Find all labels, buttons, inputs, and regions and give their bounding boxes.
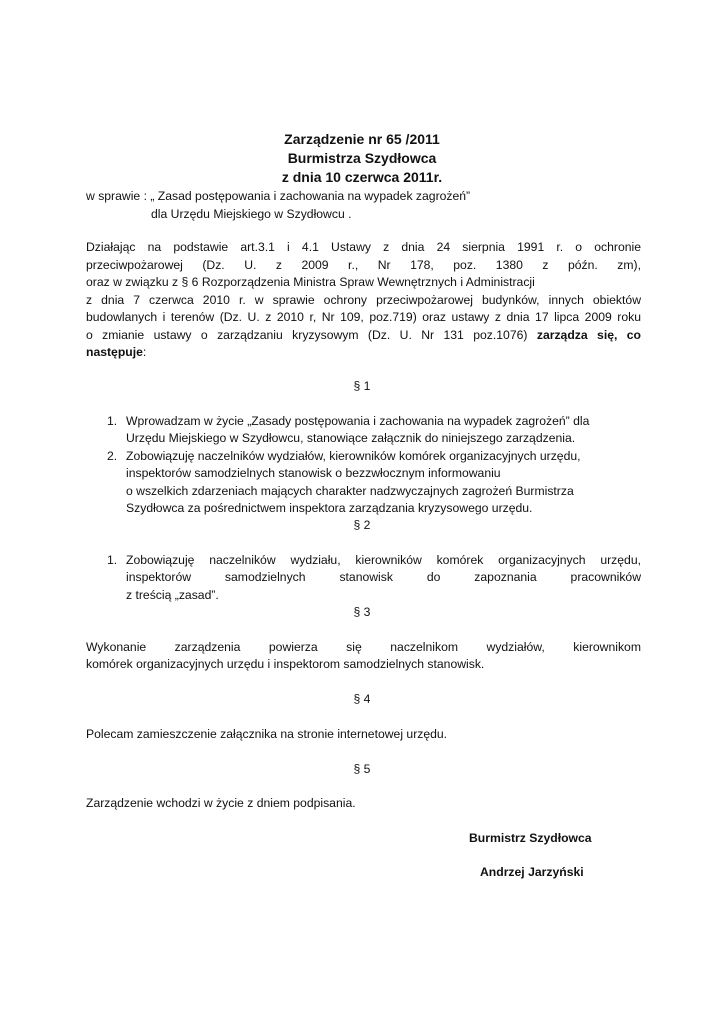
section-3-heading: § 3 xyxy=(353,605,371,619)
section-3-line-2: komórek organizacyjnych urzędu i inspektorom samodzielnych stanowisk. xyxy=(86,657,485,671)
preamble-line-6 xyxy=(86,327,641,345)
document-issuer: Burmistrza Szydłowca xyxy=(287,150,437,166)
section-2-item-1-line-2: inspektorów samodzielnych stanowisk do zapoznania pracowników xyxy=(126,570,641,584)
preamble-line-1: Działając na podstawie art.3.1 i 4.1 Ustawy z dnia 24 sierpnia 1991 r. o ochronie xyxy=(86,240,641,254)
preamble-follows-word: następuje xyxy=(86,345,143,359)
preamble-decree-phrase: zarządza się, co xyxy=(536,328,641,342)
preamble-line-3: oraz w związku z § 6 Rozporządzenia Ministra Spraw Wewnętrznych i Administracji xyxy=(86,275,535,289)
section-1-item-2-line-4: Szydłowca za pośrednictwem inspektora zarządzania kryzysowego urzędu. xyxy=(126,501,533,515)
preamble-line-4: z dnia 7 czerwca 2010 r. w sprawie ochrony przeciwpożarowej budynków, innych obiektów xyxy=(86,293,641,307)
section-5-line-1: Zarządzenie wchodzi w życie z dniem podpisania. xyxy=(86,796,356,810)
section-5-heading: § 5 xyxy=(353,762,371,776)
section-1-item-2-line-1: Zobowiązuję naczelników wydziałów, kierowników komórek organizacyjnych urzędu, xyxy=(126,449,581,463)
section-2-item-1-number: 1. xyxy=(107,553,118,567)
preamble-colon: : xyxy=(142,345,147,359)
section-3-line-1: Wykonanie zarządzenia powierza się naczelnikom wydziałów, kierownikom xyxy=(86,640,641,654)
signature-name: Andrzej Jarzyński xyxy=(480,865,584,879)
section-1-item-1-number: 1. xyxy=(107,414,118,428)
section-1-item-2-number: 2. xyxy=(107,449,118,463)
preamble-line-2: przeciwpożarowej (Dz. U. z 2009 r., Nr 178, poz. 1380 z późn. zm), xyxy=(86,258,641,272)
preamble-line-7 xyxy=(86,344,146,362)
section-1-item-1-line-2: Urzędu Miejskiego w Szydłowcu, stanowiące załącznik do niniejszego zarządzenia. xyxy=(126,431,576,445)
subject-line-1: w sprawie : „ Zasad postępowania i zachowania na wypadek zagrożeń” xyxy=(86,189,471,203)
signature-role: Burmistrz Szydłowca xyxy=(469,831,592,845)
section-4-heading: § 4 xyxy=(353,692,371,706)
section-1-item-1-line-1: Wprowadzam w życie „Zasady postępowania i zachowania na wypadek zagrożeń” dla xyxy=(126,414,590,428)
preamble-line-5: budowlanych i terenów (Dz. U. z 2010 r, Nr 109, poz.719) oraz ustawy z dnia 17 lipca 2009 roku xyxy=(86,310,641,324)
document-title: Zarządzenie nr 65 /2011 xyxy=(284,131,440,147)
preamble-line-6-text: o zmianie ustawy o zarządzaniu kryzysowym (Dz. U. Nr 131 poz.1076) xyxy=(86,328,537,342)
document-date: z dnia 10 czerwca 2011r. xyxy=(281,169,443,185)
section-2-item-1-line-1: Zobowiązuję naczelników wydziału, kierowników komórek organizacyjnych urzędu, xyxy=(126,553,641,567)
section-4-line-1: Polecam zamieszczenie załącznika na stronie internetowej urzędu. xyxy=(86,727,448,741)
section-1-item-2-line-2: inspektorów samodzielnych stanowisk o bezzwłocznym informowaniu xyxy=(126,466,501,480)
section-2-heading: § 2 xyxy=(353,518,371,532)
section-1-item-2-line-3: o wszelkich zdarzeniach mających charakter nadzwyczajnych zagrożeń Burmistrza xyxy=(126,484,574,498)
subject-line-2: dla Urzędu Miejskiego w Szydłowcu . xyxy=(151,207,352,221)
section-1-heading: § 1 xyxy=(353,379,371,393)
section-2-item-1-line-3: z treścią „zasad”. xyxy=(126,588,219,602)
